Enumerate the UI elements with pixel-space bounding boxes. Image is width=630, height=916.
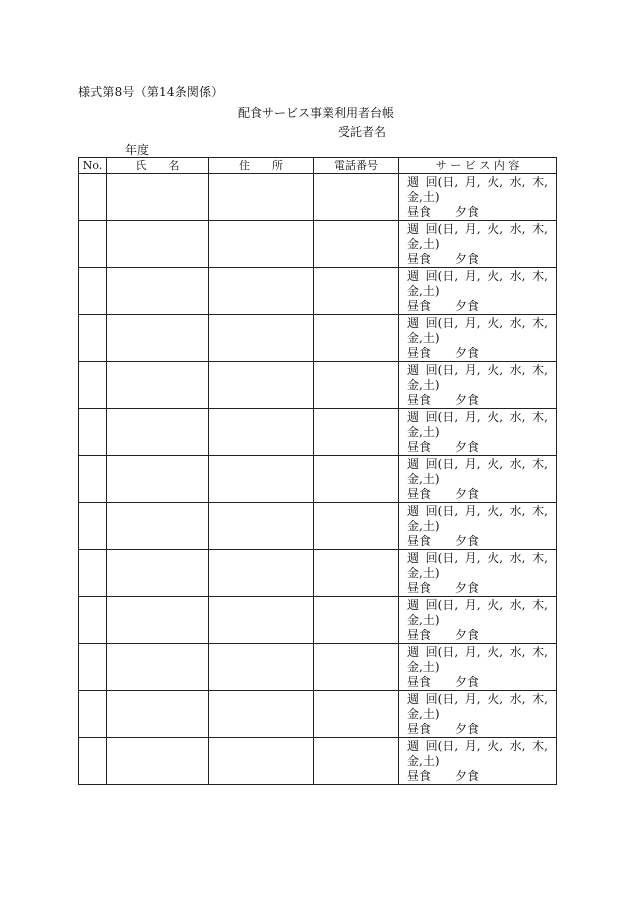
day-tue: 火, xyxy=(487,269,504,283)
week-label: 週 xyxy=(407,363,420,377)
address-cell xyxy=(209,738,314,785)
day-tue: 火, xyxy=(487,457,504,471)
day-thu: 木, xyxy=(532,739,548,753)
no-cell xyxy=(79,503,107,550)
document-title: 配食サービス事業利用者台帳 xyxy=(238,106,395,120)
table-row xyxy=(79,456,557,503)
address-cell xyxy=(209,597,314,644)
phone-cell xyxy=(314,362,399,409)
lunch-label: 昼食 xyxy=(407,534,432,548)
no-cell xyxy=(79,550,107,597)
dinner-label: 夕食 xyxy=(455,628,480,642)
day-wed: 水, xyxy=(509,316,526,330)
service-days-line xyxy=(407,457,556,472)
phone-cell xyxy=(314,315,399,362)
times-label: 回(日, xyxy=(425,410,459,424)
phone-cell xyxy=(314,409,399,456)
day-tue: 火, xyxy=(487,692,504,706)
day-thu: 木, xyxy=(532,457,548,471)
phone-cell xyxy=(314,597,399,644)
name-cell xyxy=(107,362,209,409)
day-mon: 月, xyxy=(464,457,481,471)
meal-line xyxy=(407,581,556,596)
lunch-label: 昼食 xyxy=(407,299,432,313)
day-mon: 月, xyxy=(464,222,481,236)
day-wed: 水, xyxy=(509,598,526,612)
phone-cell xyxy=(314,268,399,315)
no-cell xyxy=(79,691,107,738)
no-cell xyxy=(79,174,107,221)
day-mon: 月, xyxy=(464,316,481,330)
address-cell xyxy=(209,409,314,456)
no-cell xyxy=(79,268,107,315)
meal-line xyxy=(407,769,556,784)
address-cell xyxy=(209,268,314,315)
contractor-name-label: 受託者名 xyxy=(338,125,387,139)
ledger-body xyxy=(79,174,557,785)
address-cell xyxy=(209,362,314,409)
name-cell xyxy=(107,315,209,362)
service-days-line xyxy=(407,222,556,237)
name-cell xyxy=(107,503,209,550)
meal-line xyxy=(407,534,556,549)
name-cell xyxy=(107,268,209,315)
day-thu: 木, xyxy=(532,598,548,612)
meal-line xyxy=(407,722,556,737)
phone-cell xyxy=(314,456,399,503)
user-ledger-table xyxy=(78,157,557,785)
phone-cell xyxy=(314,503,399,550)
day-tue: 火, xyxy=(487,410,504,424)
dinner-label: 夕食 xyxy=(455,346,480,360)
day-tue: 火, xyxy=(487,316,504,330)
service-days-line-2: 金,土) xyxy=(407,472,440,486)
service-cell xyxy=(399,315,557,362)
day-mon: 月, xyxy=(464,551,481,565)
table-row xyxy=(79,174,557,221)
service-cell xyxy=(399,409,557,456)
day-tue: 火, xyxy=(487,739,504,753)
no-cell xyxy=(79,644,107,691)
service-days-line-2: 金,土) xyxy=(407,378,440,392)
dinner-label: 夕食 xyxy=(455,722,480,736)
table-row xyxy=(79,691,557,738)
service-cell xyxy=(399,362,557,409)
column-header-name: 氏 名 xyxy=(107,158,209,174)
address-cell xyxy=(209,456,314,503)
column-header-address: 住 所 xyxy=(209,158,314,174)
name-cell xyxy=(107,738,209,785)
day-wed: 水, xyxy=(509,551,526,565)
day-wed: 水, xyxy=(509,739,526,753)
phone-cell xyxy=(314,221,399,268)
address-cell xyxy=(209,691,314,738)
week-label: 週 xyxy=(407,692,420,706)
service-days-line-2: 金,土) xyxy=(407,331,440,345)
dinner-label: 夕食 xyxy=(455,252,480,266)
name-cell xyxy=(107,456,209,503)
day-tue: 火, xyxy=(487,598,504,612)
day-thu: 木, xyxy=(532,504,548,518)
day-wed: 水, xyxy=(509,692,526,706)
table-row xyxy=(79,644,557,691)
day-mon: 月, xyxy=(464,598,481,612)
address-cell xyxy=(209,221,314,268)
times-label: 回(日, xyxy=(425,316,459,330)
no-cell xyxy=(79,315,107,362)
lunch-label: 昼食 xyxy=(407,252,432,266)
service-cell xyxy=(399,503,557,550)
table-row xyxy=(79,268,557,315)
service-cell xyxy=(399,456,557,503)
meal-line xyxy=(407,299,556,314)
lunch-label: 昼食 xyxy=(407,487,432,501)
day-mon: 月, xyxy=(464,269,481,283)
week-label: 週 xyxy=(407,598,420,612)
dinner-label: 夕食 xyxy=(455,440,480,454)
service-days-line-2: 金,土) xyxy=(407,754,440,768)
address-cell xyxy=(209,315,314,362)
name-cell xyxy=(107,550,209,597)
meal-line xyxy=(407,393,556,408)
lunch-label: 昼食 xyxy=(407,675,432,689)
table-row xyxy=(79,550,557,597)
phone-cell xyxy=(314,644,399,691)
meal-line xyxy=(407,487,556,502)
name-cell xyxy=(107,221,209,268)
service-days-line-2: 金,土) xyxy=(407,660,440,674)
times-label: 回(日, xyxy=(425,551,459,565)
phone-cell xyxy=(314,738,399,785)
times-label: 回(日, xyxy=(425,363,459,377)
lunch-label: 昼食 xyxy=(407,581,432,595)
times-label: 回(日, xyxy=(425,692,459,706)
dinner-label: 夕食 xyxy=(455,393,480,407)
table-row xyxy=(79,221,557,268)
name-cell xyxy=(107,691,209,738)
times-label: 回(日, xyxy=(425,222,459,236)
meal-line xyxy=(407,440,556,455)
week-label: 週 xyxy=(407,504,420,518)
column-header-service: サ ー ビ ス 内 容 xyxy=(399,158,557,174)
times-label: 回(日, xyxy=(425,269,459,283)
service-cell xyxy=(399,738,557,785)
day-thu: 木, xyxy=(532,316,548,330)
fiscal-year-label: 年度 xyxy=(125,143,150,157)
service-days-line-2: 金,土) xyxy=(407,284,440,298)
service-days-line-2: 金,土) xyxy=(407,613,440,627)
times-label: 回(日, xyxy=(425,175,459,189)
dinner-label: 夕食 xyxy=(455,769,480,783)
service-days-line-2: 金,土) xyxy=(407,237,440,251)
address-cell xyxy=(209,503,314,550)
meal-line xyxy=(407,675,556,690)
day-wed: 水, xyxy=(509,269,526,283)
table-row xyxy=(79,362,557,409)
service-days-line xyxy=(407,598,556,613)
meal-line xyxy=(407,252,556,267)
week-label: 週 xyxy=(407,175,420,189)
name-cell xyxy=(107,644,209,691)
lunch-label: 昼食 xyxy=(407,722,432,736)
meal-line xyxy=(407,205,556,220)
day-mon: 月, xyxy=(464,645,481,659)
day-wed: 水, xyxy=(509,410,526,424)
service-days-line xyxy=(407,504,556,519)
day-tue: 火, xyxy=(487,551,504,565)
times-label: 回(日, xyxy=(425,598,459,612)
day-mon: 月, xyxy=(464,175,481,189)
name-cell xyxy=(107,409,209,456)
service-days-line xyxy=(407,175,556,190)
day-tue: 火, xyxy=(487,175,504,189)
day-mon: 月, xyxy=(464,739,481,753)
day-thu: 木, xyxy=(532,551,548,565)
day-thu: 木, xyxy=(532,175,548,189)
lunch-label: 昼食 xyxy=(407,440,432,454)
dinner-label: 夕食 xyxy=(455,299,480,313)
service-days-line xyxy=(407,692,556,707)
service-days-line xyxy=(407,269,556,284)
lunch-label: 昼食 xyxy=(407,628,432,642)
service-days-line xyxy=(407,316,556,331)
day-thu: 木, xyxy=(532,269,548,283)
day-thu: 木, xyxy=(532,692,548,706)
times-label: 回(日, xyxy=(425,457,459,471)
service-days-line-2: 金,土) xyxy=(407,707,440,721)
times-label: 回(日, xyxy=(425,645,459,659)
dinner-label: 夕食 xyxy=(455,487,480,501)
lunch-label: 昼食 xyxy=(407,393,432,407)
day-wed: 水, xyxy=(509,175,526,189)
day-mon: 月, xyxy=(464,363,481,377)
phone-cell xyxy=(314,691,399,738)
week-label: 週 xyxy=(407,645,420,659)
day-tue: 火, xyxy=(487,645,504,659)
service-days-line-2: 金,土) xyxy=(407,190,440,204)
form-number: 様式第8号（第14条関係） xyxy=(78,85,224,99)
table-row xyxy=(79,503,557,550)
address-cell xyxy=(209,174,314,221)
service-cell xyxy=(399,550,557,597)
day-wed: 水, xyxy=(509,645,526,659)
no-cell xyxy=(79,738,107,785)
week-label: 週 xyxy=(407,551,420,565)
meal-line xyxy=(407,628,556,643)
service-cell xyxy=(399,597,557,644)
day-thu: 木, xyxy=(532,363,548,377)
day-tue: 火, xyxy=(487,363,504,377)
no-cell xyxy=(79,456,107,503)
service-days-line-2: 金,土) xyxy=(407,566,440,580)
service-cell xyxy=(399,691,557,738)
day-wed: 水, xyxy=(509,222,526,236)
service-days-line xyxy=(407,551,556,566)
lunch-label: 昼食 xyxy=(407,769,432,783)
table-row xyxy=(79,597,557,644)
column-header-phone: 電話番号 xyxy=(314,158,399,174)
service-days-line xyxy=(407,739,556,754)
day-thu: 木, xyxy=(532,645,548,659)
phone-cell xyxy=(314,550,399,597)
day-tue: 火, xyxy=(487,222,504,236)
meal-line xyxy=(407,346,556,361)
address-cell xyxy=(209,550,314,597)
times-label: 回(日, xyxy=(425,739,459,753)
day-wed: 水, xyxy=(509,363,526,377)
dinner-label: 夕食 xyxy=(455,205,480,219)
week-label: 週 xyxy=(407,739,420,753)
no-cell xyxy=(79,221,107,268)
service-days-line-2: 金,土) xyxy=(407,425,440,439)
day-mon: 月, xyxy=(464,410,481,424)
no-cell xyxy=(79,409,107,456)
dinner-label: 夕食 xyxy=(455,675,480,689)
day-wed: 水, xyxy=(509,457,526,471)
times-label: 回(日, xyxy=(425,504,459,518)
service-days-line xyxy=(407,410,556,425)
week-label: 週 xyxy=(407,269,420,283)
lunch-label: 昼食 xyxy=(407,346,432,360)
day-mon: 月, xyxy=(464,504,481,518)
table-row xyxy=(79,738,557,785)
table-row xyxy=(79,409,557,456)
week-label: 週 xyxy=(407,410,420,424)
service-cell xyxy=(399,174,557,221)
week-label: 週 xyxy=(407,316,420,330)
lunch-label: 昼食 xyxy=(407,205,432,219)
week-label: 週 xyxy=(407,222,420,236)
service-days-line xyxy=(407,363,556,378)
phone-cell xyxy=(314,174,399,221)
no-cell xyxy=(79,597,107,644)
week-label: 週 xyxy=(407,457,420,471)
day-wed: 水, xyxy=(509,504,526,518)
service-cell xyxy=(399,644,557,691)
service-days-line xyxy=(407,645,556,660)
service-cell xyxy=(399,221,557,268)
name-cell xyxy=(107,597,209,644)
table-header-row xyxy=(79,158,557,174)
day-thu: 木, xyxy=(532,222,548,236)
table-row xyxy=(79,315,557,362)
column-header-no: No. xyxy=(79,158,107,174)
service-cell xyxy=(399,268,557,315)
dinner-label: 夕食 xyxy=(455,534,480,548)
service-days-line-2: 金,土) xyxy=(407,519,440,533)
day-tue: 火, xyxy=(487,504,504,518)
day-mon: 月, xyxy=(464,692,481,706)
no-cell xyxy=(79,362,107,409)
address-cell xyxy=(209,644,314,691)
dinner-label: 夕食 xyxy=(455,581,480,595)
day-thu: 木, xyxy=(532,410,548,424)
name-cell xyxy=(107,174,209,221)
